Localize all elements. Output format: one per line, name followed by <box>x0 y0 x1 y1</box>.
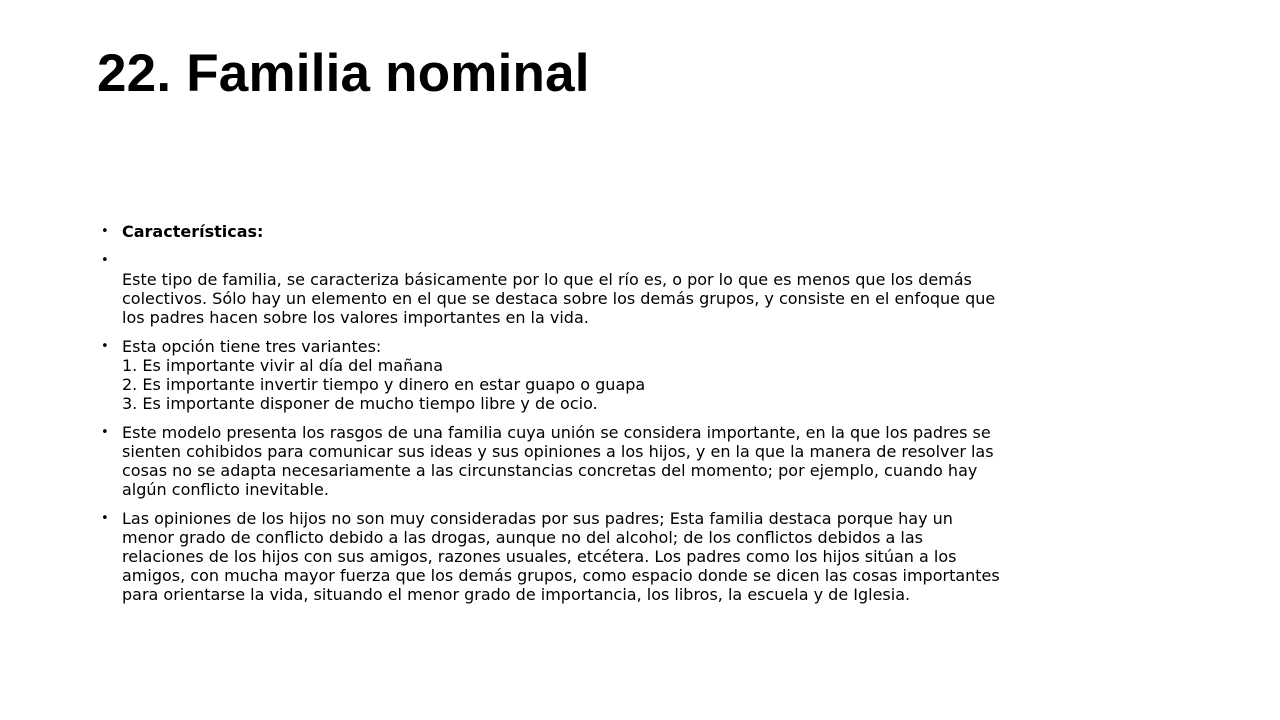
bullet-text <box>122 509 1191 604</box>
bullet-marker-icon: • <box>101 425 109 440</box>
bullet-line: algún conflicto inevitable. <box>122 480 329 499</box>
bullet-marker-icon: • <box>101 339 109 354</box>
bullet-marker-icon: • <box>101 224 109 239</box>
bullet-line: Este modelo presenta los rasgos de una familia cuya unión se considera importante, en la que los padres se <box>122 423 991 442</box>
bullet-item-variants <box>101 337 1191 413</box>
bullet-item-opinions <box>101 509 1191 604</box>
bullet-line: 3. Es importante disponer de mucho tiempo libre y de ocio. <box>122 394 598 413</box>
bullet-line: Esta opción tiene tres variantes: <box>122 337 382 356</box>
bullet-marker-icon: • <box>101 511 109 526</box>
bullet-marker-icon: • <box>101 253 109 268</box>
bullet-item-description <box>101 251 1191 327</box>
bullet-list <box>101 222 1191 614</box>
bullet-heading: Características: <box>122 222 264 241</box>
bullet-text <box>122 251 1191 327</box>
bullet-line: menor grado de conflicto debido a las drogas, aunque no del alcohol; de los conflictos debidos a las <box>122 528 923 547</box>
slide-title: 22. Familia nominal <box>97 44 590 103</box>
bullet-line: amigos, con mucha mayor fuerza que los demás grupos, como espacio donde se dicen las cosas importantes <box>122 566 1000 585</box>
bullet-line: colectivos. Sólo hay un elemento en el que se destaca sobre los demás grupos, y consiste en el enfoque que <box>122 289 996 308</box>
bullet-line: relaciones de los hijos con sus amigos, razones usuales, etcétera. Los padres como los hijos sitúan a los <box>122 547 957 566</box>
bullet-spacer <box>122 251 1191 270</box>
bullet-text <box>122 337 1191 413</box>
bullet-line: Este tipo de familia, se caracteriza básicamente por lo que el río es, o por lo que es menos que los demás <box>122 270 972 289</box>
bullet-text <box>122 423 1191 499</box>
bullet-line: sienten cohibidos para comunicar sus ideas y sus opiniones a los hijos, y en la que la manera de resolver las <box>122 442 994 461</box>
bullet-line: para orientarse la vida, situando el menor grado de importancia, los libros, la escuela y de Iglesia. <box>122 585 911 604</box>
bullet-item-model <box>101 423 1191 499</box>
bullet-line: Las opiniones de los hijos no son muy consideradas por sus padres; Esta familia destaca porque hay un <box>122 509 953 528</box>
bullet-text <box>122 222 1191 241</box>
bullet-line: 1. Es importante vivir al día del mañana <box>122 356 443 375</box>
bullet-line: 2. Es importante invertir tiempo y dinero en estar guapo o guapa <box>122 375 646 394</box>
bullet-line: cosas no se adapta necesariamente a las circunstancias concretas del momento; por ejemplo, cuando hay <box>122 461 978 480</box>
bullet-item-caracteristicas <box>101 222 1191 241</box>
bullet-line: los padres hacen sobre los valores importantes en la vida. <box>122 308 589 327</box>
